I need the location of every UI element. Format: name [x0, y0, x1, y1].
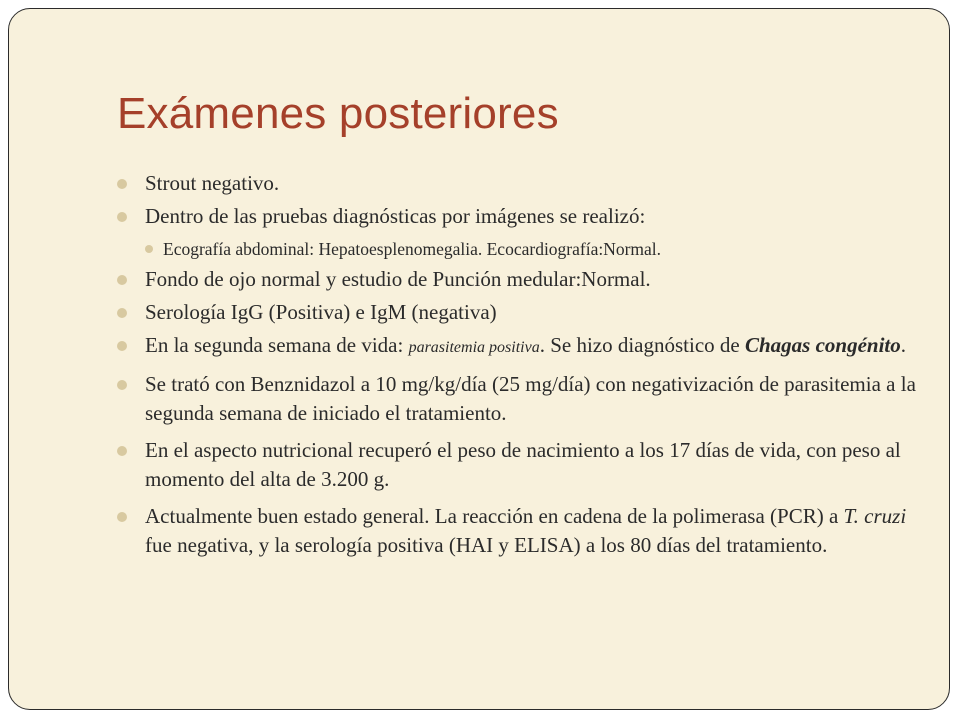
bullet-italic-text: parasitemia positiva — [408, 339, 540, 356]
bullet-item — [117, 265, 917, 294]
bullet-dot-icon — [117, 446, 127, 456]
bullet-dot-icon — [117, 212, 127, 222]
bullet-item — [117, 331, 917, 362]
bullet-text: Actualmente buen estado general. La reacción en cadena de la polimerasa (PCR) a — [145, 504, 844, 528]
slide-frame — [8, 8, 950, 710]
bullet-dot-icon — [117, 275, 127, 285]
slide-title: Exámenes posteriores — [117, 89, 559, 138]
sub-bullet-item — [145, 237, 917, 261]
bullet-italic-text: T. cruzi — [843, 504, 907, 528]
bullet-dot-icon — [117, 512, 127, 522]
bullet-dot-icon — [117, 179, 127, 189]
bullet-item — [117, 370, 917, 428]
bullet-item — [117, 169, 917, 198]
bullet-dot-icon — [117, 341, 127, 351]
bullet-text: Fondo de ojo normal y estudio de Punción medular:Normal. — [145, 267, 651, 291]
bullet-text: Strout negativo. — [145, 171, 280, 195]
bullet-item — [117, 436, 917, 494]
bullet-bold-italic-text: Chagas congénito — [744, 333, 901, 357]
bullet-text: En el aspecto nutricional recuperó el peso de nacimiento a los 17 días de vida, con peso al momento del alta de 3.200 g. — [145, 438, 901, 491]
bullet-dot-icon — [117, 308, 127, 318]
bullet-item — [117, 502, 917, 560]
sub-bullet-dot-icon — [145, 245, 153, 253]
bullet-text: Dentro de las pruebas diagnósticas por imágenes se realizó: — [145, 204, 646, 228]
bullet-text: . — [900, 333, 907, 357]
bullet-text: fue negativa, y la serología positiva (HAI y ELISA) a los 80 días del tratamiento. — [145, 533, 828, 557]
bullet-item — [117, 298, 917, 327]
bullet-list — [117, 169, 917, 568]
bullet-text: Se trató con Benznidazol a 10 mg/kg/día (25 mg/día) con negativización de parasitemia a la segunda semana de iniciado el tratamiento. — [145, 372, 916, 425]
bullet-dot-icon — [117, 380, 127, 390]
bullet-item — [117, 202, 917, 261]
sub-bullet-list — [145, 237, 917, 261]
sub-bullet-text: Ecografía abdominal: Hepatoesplenomegalia. Ecocardiografía:Normal. — [163, 239, 662, 259]
bullet-text: . Se hizo diagnóstico de — [539, 333, 745, 357]
bullet-text: Serología IgG (Positiva) e IgM (negativa) — [145, 300, 497, 324]
bullet-text: En la segunda semana de vida: — [145, 333, 409, 357]
